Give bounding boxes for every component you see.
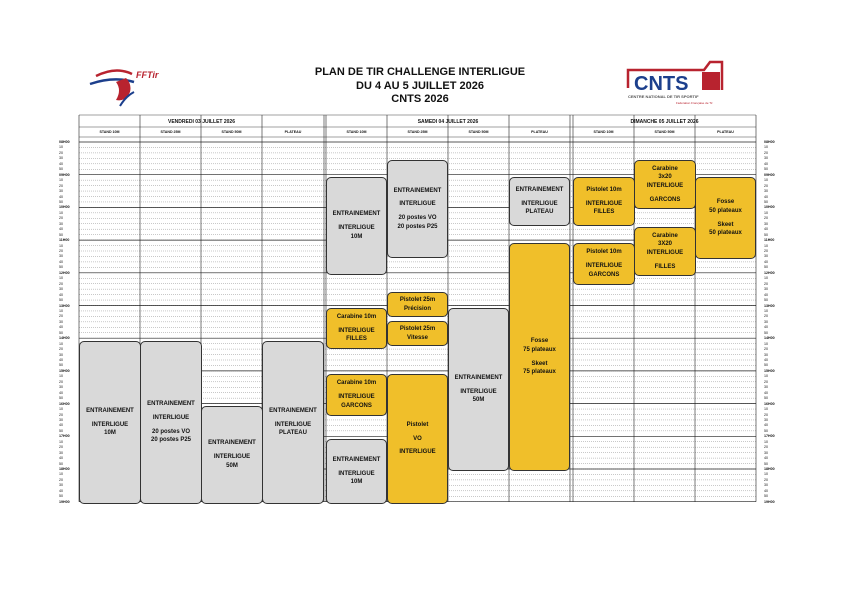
hour-label: 12H00 [764,270,775,275]
session-block [634,160,696,209]
minute-label: 50 [764,199,768,204]
minute-label: 40 [764,488,768,493]
session-block [262,341,324,504]
minute-label: 50 [59,461,63,466]
hour-label: 08H00 [764,140,775,144]
minute-label: 20 [59,412,63,417]
session-block [326,308,387,349]
minute-label: 30 [59,189,63,194]
minute-label: 30 [764,156,768,161]
session-text: Pistolet 25m [399,325,436,332]
minute-label: 20 [59,347,63,352]
stand-header: PLATEAU [284,130,302,134]
minute-label: 20 [764,216,768,221]
minute-label: 20 [59,150,63,155]
session-text: VO [413,435,422,442]
minute-label: 50 [59,167,63,172]
minute-label: 40 [59,488,63,493]
minute-label: 30 [59,319,63,324]
hour-label: 08H00 [59,140,70,144]
session-text: INTERLIGUE [338,470,375,477]
session-text: INTERLIGUE [338,394,375,401]
hour-label: 17H00 [764,434,775,439]
session-text: 75 plateaux [523,346,556,353]
session-text: 50 plateaux [709,207,742,214]
minute-label: 20 [764,445,768,450]
session-text: INTERLIGUE [399,449,436,456]
stand-header: STAND 10M [346,130,367,134]
session-block [140,341,202,504]
session-text: PLATEAU [525,209,554,216]
hour-label: 16H00 [59,401,70,406]
minute-label: 10 [59,243,63,248]
session-text: Carabine 10m [336,380,377,387]
session-text: INTERLIGUE [585,263,623,270]
session-text: Pistolet 25m [399,296,436,303]
minute-label: 50 [59,330,63,335]
day-header-sunday: DIMANCHE 05 JUILLET 2026 [630,119,699,125]
minute-label: 50 [764,330,768,335]
minute-label: 10 [764,243,768,248]
minute-label: 40 [59,292,63,297]
stand-header: STAND 25M [160,130,181,134]
session-text: ENTRAINEMENT [515,186,564,193]
minute-label: 10 [764,145,768,150]
day-header-saturday: SAMEDI 04 JUILLET 2026 [417,119,479,125]
minute-label: 10 [59,145,63,150]
minute-label: 40 [764,161,768,166]
minute-label: 40 [764,259,768,264]
minute-label: 20 [764,281,768,286]
minute-label: 40 [764,292,768,297]
minute-label: 30 [59,352,63,357]
minute-label: 20 [764,347,768,352]
minute-label: 20 [764,249,768,253]
session-block [634,227,696,276]
session-text: 50M [472,397,485,404]
session-text: 20 postes VO [398,215,437,221]
session-text: 10M [350,233,363,240]
session-text: ENTRAINEMENT [208,440,256,447]
minute-label: 20 [764,183,768,188]
session-block [326,177,387,275]
cnts-logo-subtitle: CENTRE NATIONAL DE TIR SPORTIF [628,94,699,99]
session-block [326,439,387,504]
session-text: Vitesse [407,334,428,341]
stand-header: PLATEAU [531,130,548,134]
minute-label: 30 [764,483,768,488]
minute-label: 20 [764,314,768,319]
minute-label: 30 [59,385,63,390]
minute-label: 10 [764,276,768,281]
session-text: 50 plateaux [709,230,742,237]
session-text: INTERLIGUE [646,183,684,189]
hour-label: 09H00 [59,172,70,177]
minute-label: 50 [764,363,768,368]
minute-label: 20 [764,150,768,155]
minute-label: 50 [764,396,768,401]
session-text: Pistolet [406,421,429,428]
minute-label: 10 [764,407,768,412]
minute-label: 40 [764,325,768,330]
stand-header: STAND 25M [407,130,428,134]
minute-label: 40 [59,456,63,461]
minute-label: 40 [59,227,63,232]
minute-label: 40 [764,194,768,199]
minute-label: 10 [764,439,768,444]
session-text: INTERLIGUE [399,201,436,208]
session-text: Skeet [531,360,548,367]
session-text: INTERLIGUE [585,200,623,207]
session-text: FILLES [654,263,676,270]
stand-header: STAND 50M [654,130,675,134]
session-block [387,321,448,346]
session-block [326,374,387,416]
minute-label: 20 [59,281,63,286]
session-text: INTERLIGUE [521,200,558,207]
minute-label: 10 [59,210,63,215]
minute-label: 10 [59,407,63,412]
session-text: ENTRAINEMENT [86,407,134,414]
session-block [387,292,448,317]
cnts-logo-tagline: Fédération Française de Tir [676,101,713,105]
minute-label: 50 [59,199,63,204]
session-text: 20 postes P25 [150,437,192,444]
minute-label: 20 [59,216,63,221]
hour-label: 16H00 [764,401,775,406]
session-text: GARCONS [341,402,372,409]
session-text: ENTRAINEMENT [332,456,381,463]
page-subtitle-venue: CNTS 2026 [391,93,449,105]
session-text: ENTRAINEMENT [454,374,503,381]
hour-label: 11H00 [59,238,70,243]
minute-label: 20 [59,314,63,319]
minute-label: 10 [59,374,63,379]
minute-label: 50 [59,494,63,499]
page-subtitle-dates: DU 4 AU 5 JUILLET 2026 [356,80,484,92]
session-block [509,243,570,471]
minute-label: 10 [59,308,63,313]
hour-label: 14H00 [59,336,70,341]
minute-label: 20 [764,412,768,417]
minute-label: 50 [764,167,768,172]
session-text: GARCONS [649,196,681,203]
minute-label: 40 [764,227,768,232]
session-block [695,177,756,259]
hour-label: 19H00 [764,499,775,504]
minute-label: 50 [764,428,768,433]
minute-label: 10 [59,276,63,281]
minute-label: 40 [764,390,768,395]
session-text: Fosse [530,338,549,345]
session-text: Fosse [716,199,735,206]
minute-label: 40 [59,259,63,264]
minute-label: 10 [59,439,63,444]
session-text: 50M [226,462,238,469]
minute-label: 40 [59,390,63,395]
session-text: INTERLIGUE [646,250,684,256]
minute-label: 20 [764,477,768,482]
minute-label: 10 [764,472,768,477]
minute-label: 10 [764,374,768,379]
session-text: ENTRAINEMENT [393,187,442,194]
minute-label: 40 [59,194,63,199]
session-text: INTERLIGUE [338,327,375,334]
session-text: 20 postes VO [151,428,190,435]
session-block [79,341,141,504]
session-text: INTERLIGUE [460,388,497,395]
minute-label: 50 [59,298,63,303]
minute-label: 30 [764,417,768,422]
hour-label: 12H00 [59,270,70,275]
session-text: Skeet [717,221,734,228]
minute-label: 10 [764,308,768,313]
session-text: 20 postes P25 [397,223,438,230]
session-text: FILLES [346,336,367,343]
session-block [573,177,635,226]
session-block [387,374,448,504]
session-text: ENTRAINEMENT [147,401,195,408]
session-text: Carabine 10m [336,313,377,320]
minute-label: 50 [764,298,768,303]
session-block [573,243,635,285]
minute-label: 30 [764,319,768,324]
hour-label: 15H00 [59,368,70,373]
hour-label: 19H00 [59,499,70,504]
minute-label: 50 [764,461,768,466]
minute-label: 30 [59,156,63,161]
session-text: ENTRAINEMENT [269,407,317,414]
hour-label: 18H00 [764,467,775,471]
stand-header: STAND 10M [99,130,120,134]
hour-label: 11H00 [764,238,775,243]
minute-label: 30 [764,221,768,226]
session-text: INTERLIGUE [213,454,251,461]
session-text: GARCONS [588,271,620,278]
minute-label: 10 [59,472,63,477]
session-text: PLATEAU [279,430,307,437]
minute-label: 30 [59,483,63,488]
minute-label: 20 [59,379,63,384]
session-text: Pistolet 10m [586,249,622,256]
session-text: 75 plateaux [523,369,556,376]
cnts-logo-text: CNTS [634,73,689,95]
hour-label: 18H00 [59,467,70,471]
session-text: 3X20 [657,241,672,248]
minute-label: 50 [59,363,63,368]
day-header-friday: VENDREDI 03 JUILLET 2026 [168,119,235,125]
session-text: INTERLIGUE [152,414,190,421]
session-block [201,406,263,504]
minute-label: 30 [764,189,768,194]
stand-header: STAND 10M [593,130,614,134]
minute-label: 50 [59,396,63,401]
minute-label: 20 [59,183,63,188]
minute-label: 40 [764,456,768,461]
minute-label: 20 [59,249,63,253]
minute-label: 30 [764,385,768,390]
page-title: PLAN DE TIR CHALLENGE INTERLIGUE [314,66,526,78]
session-text: Précision [403,305,431,312]
hour-label: 15H00 [764,368,775,373]
session-block [387,160,448,258]
session-text: Pistolet 10m [586,186,622,193]
minute-label: 40 [59,161,63,166]
hour-label: 10H00 [764,205,775,210]
fftir-logo-text: FFTir [136,70,159,80]
minute-label: 30 [59,450,63,455]
minute-label: 20 [59,477,63,482]
minute-label: 40 [764,423,768,428]
minute-label: 20 [59,445,63,450]
session-text: 10M [104,430,116,437]
minute-label: 10 [59,341,63,346]
minute-label: 30 [59,221,63,226]
session-text: FILLES [593,209,615,216]
session-text: INTERLIGUE [338,225,375,232]
stand-header: STAND 50M [468,130,489,134]
minute-label: 40 [59,358,63,362]
minute-label: 50 [59,232,63,237]
minute-label: 50 [59,428,63,433]
hour-label: 17H00 [59,434,70,439]
session-text: ENTRAINEMENT [332,211,381,218]
minute-label: 30 [59,417,63,422]
session-text: INTERLIGUE [91,421,129,428]
minute-label: 10 [764,210,768,215]
minute-label: 10 [59,178,63,183]
minute-label: 50 [764,232,768,237]
minute-label: 30 [764,352,768,357]
minute-label: 30 [59,287,63,292]
session-text: INTERLIGUE [274,421,312,428]
minute-label: 10 [764,341,768,346]
minute-label: 50 [764,494,768,499]
hour-label: 10H00 [59,205,70,210]
stand-header: PLATEAU [717,130,734,134]
session-text: Carabine [652,232,678,239]
minute-label: 30 [764,254,768,259]
session-block [509,177,570,226]
hour-label: 09H00 [764,172,775,177]
stand-header: STAND 50M [221,130,242,134]
minute-label: 40 [59,423,63,428]
minute-label: 50 [59,265,63,270]
hour-label: 13H00 [59,303,70,308]
minute-label: 40 [59,325,63,330]
minute-label: 30 [764,287,768,292]
hour-label: 13H00 [764,303,775,308]
session-text: 3x20 [658,174,672,181]
session-text: Carabine [652,165,678,172]
hour-label: 14H00 [764,336,775,341]
minute-label: 20 [764,379,768,384]
minute-label: 40 [764,358,768,362]
minute-label: 50 [764,265,768,270]
minute-label: 10 [764,178,768,183]
minute-label: 30 [764,450,768,455]
minute-label: 30 [59,254,63,259]
session-text: 10M [350,479,363,486]
session-block [448,308,509,471]
